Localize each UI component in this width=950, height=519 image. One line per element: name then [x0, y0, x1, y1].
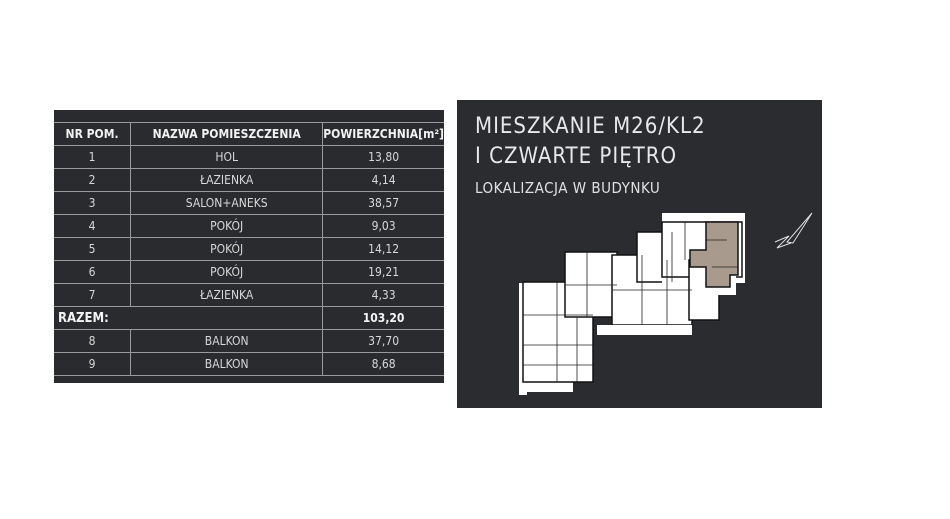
room-name: ŁAZIENKA [131, 169, 323, 192]
total-area: 103,20 [323, 307, 444, 330]
table-row [54, 192, 444, 215]
room-area: 4,33 [323, 284, 444, 307]
header-area: POWIERZCHNIA[m²] [323, 123, 444, 146]
table-row [54, 169, 444, 192]
room-number: 6 [54, 261, 131, 284]
room-area-table-panel [54, 110, 444, 383]
total-label: RAZEM: [54, 307, 323, 330]
table-row [54, 284, 444, 307]
room-name: BALKON [131, 330, 323, 353]
table-row [54, 238, 444, 261]
wing-mid-left [565, 252, 617, 317]
north-arrow-icon [775, 213, 812, 248]
room-name: ŁAZIENKA [131, 284, 323, 307]
room-number: 3 [54, 192, 131, 215]
apartment-title: MIESZKANIE M26/KL2 [475, 114, 706, 139]
table-header-row [54, 123, 444, 146]
table-row [54, 146, 444, 169]
room-number: 4 [54, 215, 131, 238]
floor-label: I CZWARTE PIĘTRO [475, 144, 678, 169]
room-number: 8 [54, 330, 131, 353]
room-area: 19,21 [323, 261, 444, 284]
room-number: 7 [54, 284, 131, 307]
room-name: POKÓJ [131, 238, 323, 261]
room-name: POKÓJ [131, 261, 323, 284]
table-row [54, 330, 444, 353]
header-name: NAZWA POMIESZCZENIA [131, 123, 323, 146]
room-area: 8,68 [323, 353, 444, 376]
room-area: 38,57 [323, 192, 444, 215]
room-name: SALON+ANEKS [131, 192, 323, 215]
room-number: 5 [54, 238, 131, 261]
table-row [54, 261, 444, 284]
table-row [54, 215, 444, 238]
building-floor-plan [457, 100, 822, 408]
room-area: 4,14 [323, 169, 444, 192]
room-number: 2 [54, 169, 131, 192]
room-number: 1 [54, 146, 131, 169]
room-area: 37,70 [323, 330, 444, 353]
total-row [54, 307, 444, 330]
building-location-panel [457, 100, 822, 408]
room-name: HOL [131, 146, 323, 169]
header-nr: NR POM. [54, 123, 131, 146]
room-area: 9,03 [323, 215, 444, 238]
room-area: 13,80 [323, 146, 444, 169]
balcony-middle [597, 325, 692, 335]
room-area-table [54, 122, 444, 376]
location-subtitle: LOKALIZACJA W BUDYNKU [475, 179, 661, 197]
room-name: BALKON [131, 353, 323, 376]
room-number: 9 [54, 353, 131, 376]
room-name: POKÓJ [131, 215, 323, 238]
table-row [54, 353, 444, 376]
room-area: 14,12 [323, 238, 444, 261]
